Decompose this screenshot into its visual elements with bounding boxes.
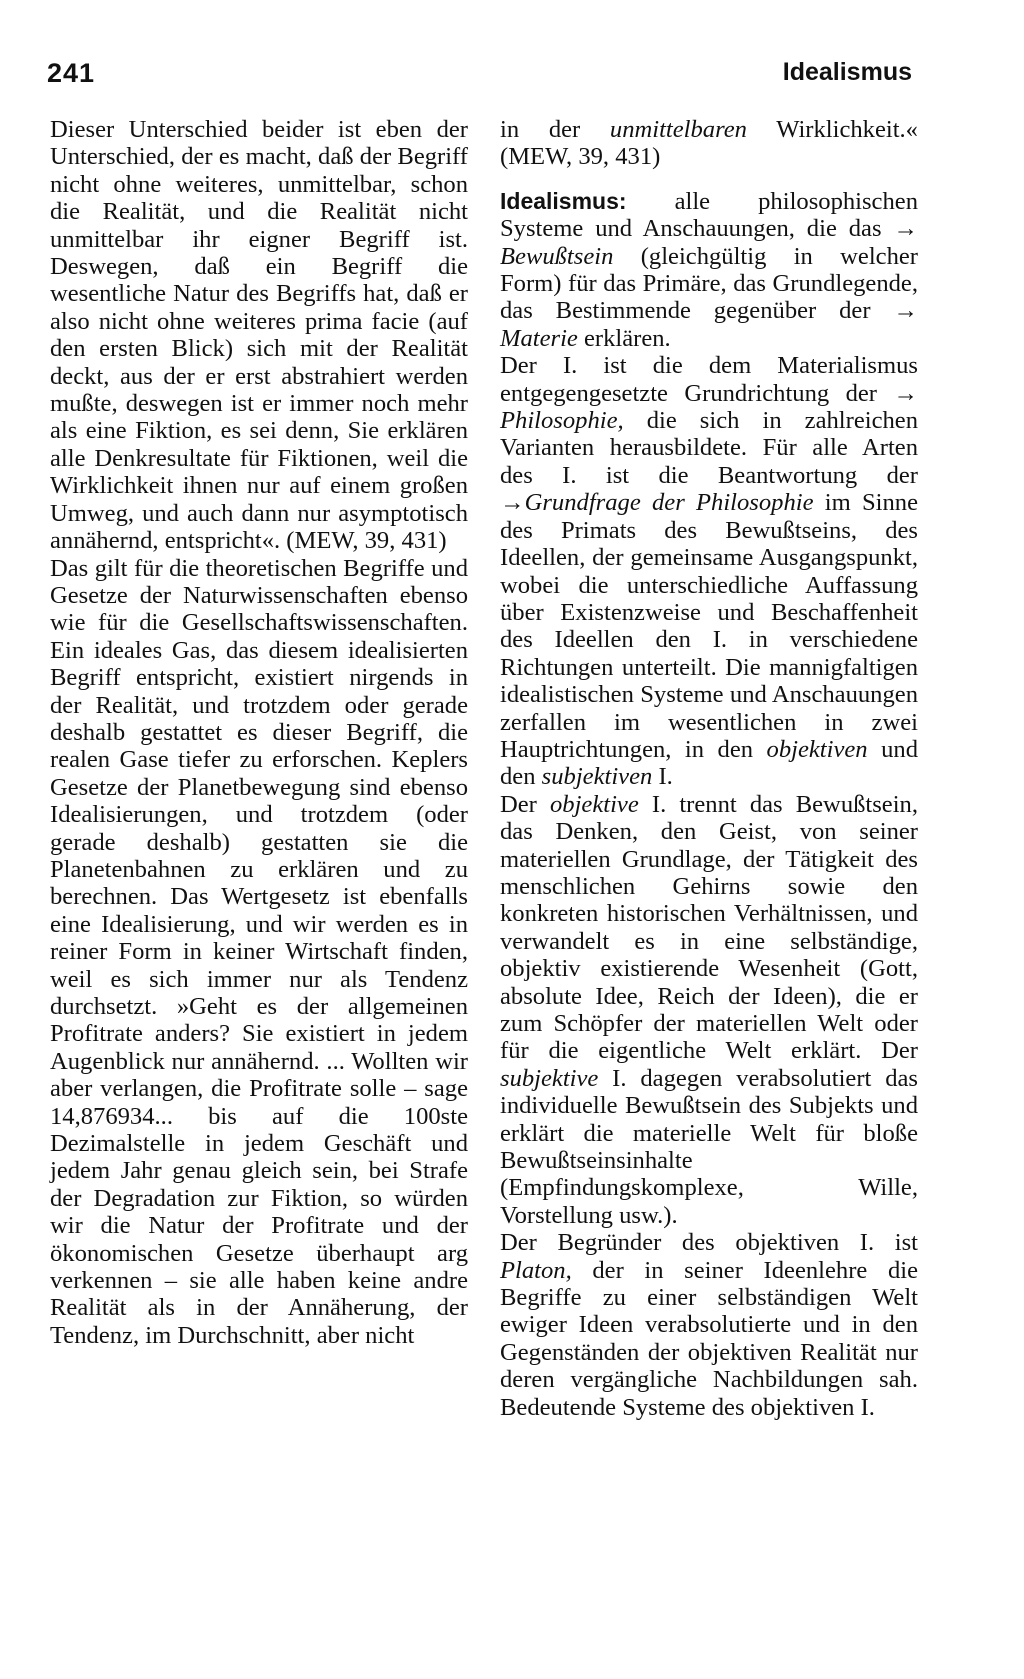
text-run: die sich in zahlreichen Varianten herausbildete. Für alle Arten des I. ist die Beantwortung der → <box>500 407 918 517</box>
text-run: I. <box>652 763 673 791</box>
cross-reference: Materie <box>500 324 578 352</box>
text-run: in der <box>500 116 610 143</box>
emphasis: objektive <box>550 790 639 818</box>
paragraph: Dieser Unterschied beider ist eben der Unterschied, der es macht, daß der Begriff nicht ohne weiteres, unmittelbar, schon die Realität, und die Realität nicht unmittelbar ihr eigner Begriff ist. Deswegen, daß ein Begriff die wesentliche Natur des Begriffs hat, daß er also nicht ohne weiteres prima facie (auf den ersten Blick) sich mit der Realität deckt, aus der er erst abstrahiert werden mußte, deswegen ist er immer noch mehr als eine Fiktion, es sei denn, Sie erklären alle Denkresultate für Fiktionen, weil die Wirklichkeit ihnen nur auf einem großen Umweg, und auch dann nur asymptotisch annähernd, entspricht«. (MEW, 39, 431) <box>50 116 468 555</box>
left-column <box>50 116 468 1349</box>
emphasis: subjektive <box>500 1064 599 1092</box>
text-run: (gleichgültig in welcher Form) für das Primäre, das Grundlegende, das Bestimmende gegenüber der → <box>500 242 918 325</box>
paragraph <box>500 1229 918 1421</box>
emphasis: objektiven <box>766 735 868 763</box>
entry-lemma: Idealismus: <box>500 187 627 214</box>
text-run: und den <box>500 735 918 791</box>
entry-definition <box>500 188 918 352</box>
text-run: der in seiner Ideenlehre die Begriffe zu einer selbständigen Welt ewiger Ideen verabsolutierte und in den Gegenständen der objektiven Realität nur deren vergängliche Nachbildungen sah. Bedeutende Systeme des objektiven I. <box>500 1256 918 1421</box>
paragraph <box>500 352 918 791</box>
paragraph: Das gilt für die theoretischen Begriffe und Gesetze der Naturwissenschaften ebenso wie für die Gesellschaftswissenschaften. Ein ideales Gas, das diesem idealisierten Begriff entspricht, existiert nirgends in der Realität, und trotzdem oder gerade deshalb gestattet es dieser Begriff, die realen Gase tiefer zu erforschen. Keplers Gesetze der Planetbewegung sind ebenso Idealisierungen, und trotzdem (oder gerade deshalb) gestatten sie die Planetenbahnen zu erklären und zu berechnen. Das Wertgesetz ist ebenfalls eine Idealisierung, und wir werden es in reiner Form in keiner Wirtschaft finden, weil es sich immer nur als Tendenz durchsetzt. »Geht es der allgemeinen Profitrate anders? Sie existiert in jedem Augenblick nur annähernd. ... Wollten wir aber verlangen, die Profitrate solle – sage 14,876934... bis auf die 100ste Dezimalstelle in jedem Geschäft und jedem Jahr genau gleich sein, bei Strafe der Degradation zur Fiktion, so würden wir die Natur der Profitrate und der ökonomischen Gesetze überhaupt arg verkennen – sie alle haben keine andre Realität als in der Annäherung, der Tendenz, im Durchschnitt, aber nicht <box>50 554 468 1349</box>
right-column <box>500 116 918 1421</box>
running-head: Idealismus <box>782 58 912 86</box>
cross-reference: Bewußtsein <box>500 242 614 270</box>
text-run: I. trennt das Bewußtsein, das Denken, den Geist, von seiner materiellen Grundlage, der Tätigkeit des menschlichen Gehirns sowie den konkreten historischen Verhältnissen, und verwandelt es in eine selbständige, objektiv existierende Wesenheit (Gott, absolute Idee, Reich der Ideen), die er zum Schöpfer der materiellen Welt oder für die eigentliche Welt erklärt. Der <box>500 790 919 1065</box>
cross-reference: Grundfrage der Philosophie <box>524 489 814 517</box>
text-run: Wirklichkeit.« (MEW, 39, 431) <box>500 116 918 171</box>
continuation-paragraph <box>500 116 918 171</box>
text-run: erklären. <box>577 324 671 352</box>
emphasis: subjektiven <box>541 763 653 791</box>
text-run: Der <box>500 790 550 818</box>
paragraph <box>500 791 918 1230</box>
text-run: alle philosophischen Systeme und Anschauungen, die das → <box>500 187 918 243</box>
emphasis: unmittelbaren <box>609 116 747 143</box>
text-run: I. dagegen verabsolutiert das individuelle Bewußtsein des Subjekts und erklärt die materielle Welt für bloße Bewußtseinsinhalte (Empfindungskomplexe, Wille, Vorstellung usw.). <box>500 1064 918 1229</box>
page-number: 241 <box>47 58 96 88</box>
text-run: Der I. ist die dem Materialismus entgegengesetzte Grundrichtung der → <box>500 352 918 407</box>
text-run: Der Begründer des objektiven I. ist <box>500 1229 918 1257</box>
text-run: im Sinne des Primats des Bewußtseins, des Ideellen, der gemeinsame Ausgangspunkt, wobei die unterschiedliche Auffassung über Existenzweise und Beschaffenheit des Ideellen den I. in verschiedene Richtungen unterteilt. Die mannigfaltigen idealistischen Systeme und Anschauungen zerfallen im wesentlichen in zwei Hauptrichtungen, in den <box>500 489 918 763</box>
emphasis: Platon, <box>500 1256 572 1284</box>
cross-reference: Philosophie, <box>500 407 624 435</box>
